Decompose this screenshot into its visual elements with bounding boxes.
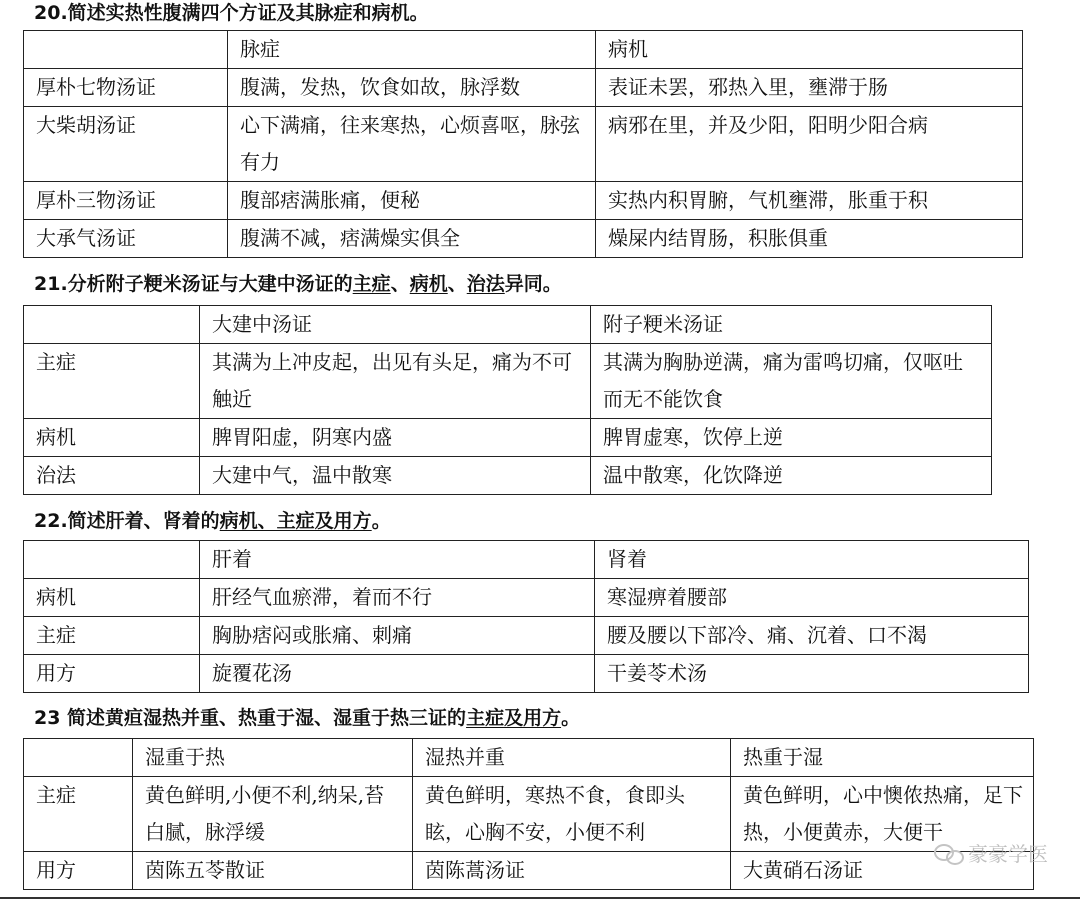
- table-row: [24, 69, 1023, 107]
- heading-underlined-text: 治法: [466, 273, 505, 295]
- table-row: [24, 107, 1023, 182]
- heading-underlined-text: 病机、主症及用方: [219, 510, 372, 532]
- heading-text: 。: [371, 510, 391, 532]
- table-cell: [24, 541, 200, 579]
- heading-text: 、: [447, 273, 467, 295]
- table-header-row: [24, 31, 1023, 69]
- heading-text: 、: [390, 273, 410, 295]
- table-row: [24, 579, 1029, 617]
- table-cell: 脾胃阳虚，阴寒内盛: [200, 419, 591, 457]
- bottom-divider: [0, 897, 1080, 899]
- table-cell: 治法: [24, 457, 200, 495]
- table-row: [24, 344, 992, 419]
- table-cell: 旋覆花汤: [200, 655, 595, 693]
- table-cell: [24, 31, 228, 69]
- table-cell: 主症: [24, 344, 200, 419]
- table-cell: 肝经气血瘀滞，着而不行: [200, 579, 595, 617]
- table-row: [24, 457, 992, 495]
- table-cell: 大黄硝石汤证: [731, 852, 1034, 890]
- table-cell: 腰及腰以下部冷、痛、沉着、口不渴: [595, 617, 1029, 655]
- heading-text: 22.简述肝着、肾着的: [34, 510, 220, 532]
- q23-table: [23, 738, 1034, 890]
- table-cell: 胸胁痞闷或胀痛、刺痛: [200, 617, 595, 655]
- watermark-text: 豪豪学医: [968, 842, 1048, 866]
- table-cell: 病机: [24, 419, 200, 457]
- table-row: [24, 220, 1023, 258]
- table-cell: 湿重于热: [133, 739, 413, 777]
- table-cell: 腹部痞满胀痛，便秘: [228, 182, 596, 220]
- table-cell: 大建中气，温中散寒: [200, 457, 591, 495]
- table-cell: 其满为上冲皮起，出见有头足，痛为不可触近: [200, 344, 591, 419]
- table-header-row: [24, 541, 1029, 579]
- q20-heading: 20.简述实热性腹满四个方证及其脉症和病机。: [34, 2, 429, 24]
- table-cell: 病邪在里，并及少阳，阳明少阳合病: [596, 107, 1023, 182]
- table-cell: 大承气汤证: [24, 220, 228, 258]
- table-cell: 寒湿痹着腰部: [595, 579, 1029, 617]
- table-cell: 燥屎内结胃肠，积胀俱重: [596, 220, 1023, 258]
- wechat-icon: [934, 842, 964, 864]
- table-cell: 心下满痛，往来寒热，心烦喜呕，脉弦有力: [228, 107, 596, 182]
- heading-underlined-text: 主症: [352, 273, 391, 295]
- table-row: [24, 182, 1023, 220]
- table-cell: 大柴胡汤证: [24, 107, 228, 182]
- heading-text: 23 简述黄疸湿热并重、热重于湿、湿重于热三证的: [34, 707, 467, 729]
- table-cell: 主症: [24, 617, 200, 655]
- heading-underlined-text: 主症及用方: [466, 707, 562, 729]
- table-cell: 肝着: [200, 541, 595, 579]
- heading-text: 。: [561, 707, 581, 729]
- table-cell: [24, 739, 133, 777]
- table-header-row: [24, 739, 1034, 777]
- table-row: [24, 419, 992, 457]
- table-row: [24, 777, 1034, 852]
- table-cell: 脉症: [228, 31, 596, 69]
- table-cell: 用方: [24, 655, 200, 693]
- table-cell: 腹满，发热，饮食如故，脉浮数: [228, 69, 596, 107]
- table-cell: 附子粳米汤证: [591, 306, 992, 344]
- table-cell: 腹满不减，痞满燥实俱全: [228, 220, 596, 258]
- table-cell: 实热内积胃腑，气机壅滞，胀重于积: [596, 182, 1023, 220]
- table-cell: 用方: [24, 852, 133, 890]
- table-cell: 温中散寒，化饮降逆: [591, 457, 992, 495]
- table-cell: 湿热并重: [413, 739, 731, 777]
- watermark: [934, 838, 1048, 867]
- q21-heading: [34, 271, 562, 297]
- table-cell: 表证未罢，邪热入里，壅滞于肠: [596, 69, 1023, 107]
- table-cell: 病机: [596, 31, 1023, 69]
- table-row: [24, 852, 1034, 890]
- table-header-row: [24, 306, 992, 344]
- table-cell: 黄色鲜明，寒热不食，食即头眩，心胸不安，小便不利: [413, 777, 731, 852]
- table-cell: 其满为胸胁逆满，痛为雷鸣切痛，仅呕吐而无不能饮食: [591, 344, 992, 419]
- table-cell: 茵陈蒿汤证: [413, 852, 731, 890]
- table-cell: 厚朴七物汤证: [24, 69, 228, 107]
- q23-heading: [34, 705, 580, 731]
- q20-table: [23, 30, 1023, 258]
- table-cell: 热重于湿: [731, 739, 1034, 777]
- table-cell: 大建中汤证: [200, 306, 591, 344]
- heading-text: 异同。: [504, 273, 562, 295]
- q22-table: [23, 540, 1029, 693]
- table-cell: 黄色鲜明，心中懊侬热痛，足下热，小便黄赤，大便干: [731, 777, 1034, 852]
- table-cell: 厚朴三物汤证: [24, 182, 228, 220]
- table-row: [24, 617, 1029, 655]
- q22-heading: [34, 508, 391, 534]
- q21-table: [23, 305, 992, 495]
- table-cell: 主症: [24, 777, 133, 852]
- table-cell: 干姜苓术汤: [595, 655, 1029, 693]
- table-cell: 肾着: [595, 541, 1029, 579]
- table-cell: 黄色鲜明,小便不利,纳呆,苔白腻，脉浮缓: [133, 777, 413, 852]
- heading-underlined-text: 病机: [409, 273, 448, 295]
- table-cell: [24, 306, 200, 344]
- heading-text: 21.分析附子粳米汤证与大建中汤证的: [34, 273, 353, 295]
- table-cell: 病机: [24, 579, 200, 617]
- table-cell: 茵陈五苓散证: [133, 852, 413, 890]
- table-row: [24, 655, 1029, 693]
- table-cell: 脾胃虚寒，饮停上逆: [591, 419, 992, 457]
